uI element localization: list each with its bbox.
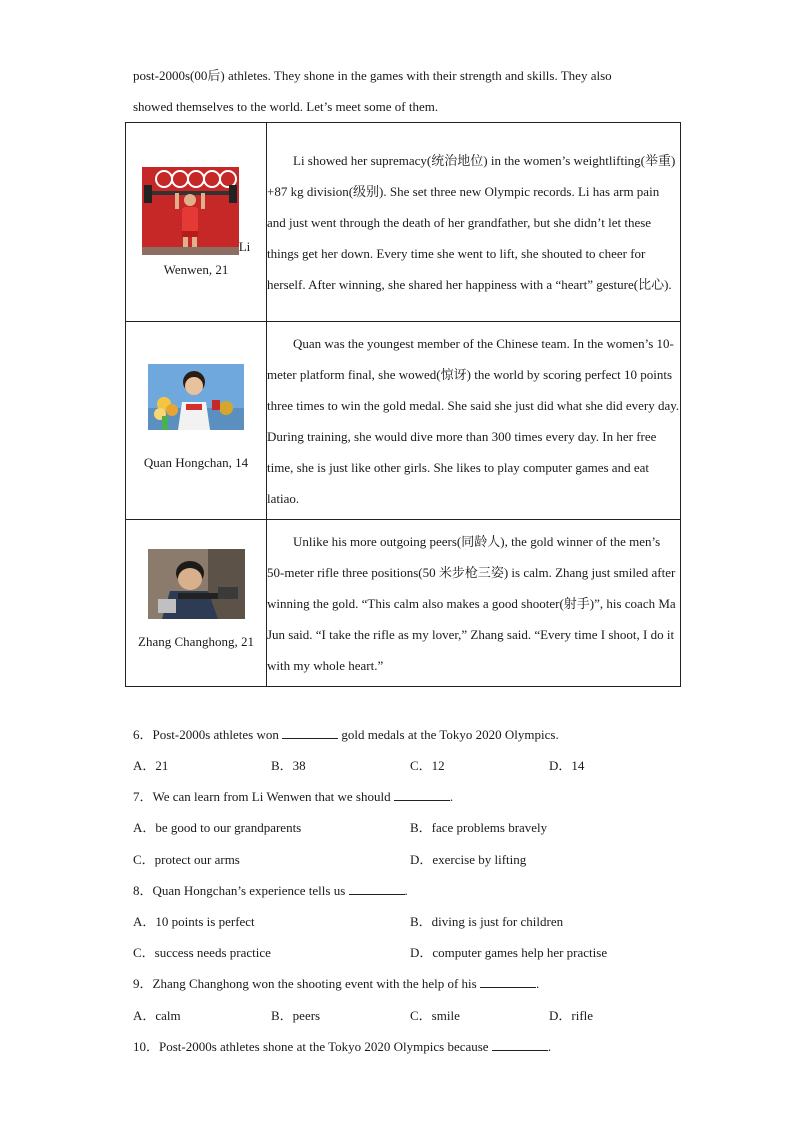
intro-line-2: showed themselves to the world. Let’s meet some of them.: [133, 99, 439, 114]
athlete-description: Quan was the youngest member of the Chinese team. In the women’s 10-meter platform final, she wowed(惊讶) the world by scoring perfect 10 points three times to win the gold medal. She said she just did what she did every day. During training, she would dive more than 300 times every day. In her free time, she is just like other girls. She likes to play computer games and eat latiao.: [267, 335, 680, 506]
athlete-caption-li-suffix: Li: [238, 239, 251, 254]
option-a[interactable]: A．be good to our grandparents: [133, 820, 302, 835]
athlete-photo-cell: [126, 322, 267, 520]
li-wenwen-photo: [142, 167, 239, 255]
athlete-description-cell: [267, 322, 681, 520]
question-8: [133, 882, 408, 900]
option-c[interactable]: C．12: [410, 758, 445, 773]
athlete-photo-cell: [126, 520, 267, 687]
question-7: [133, 788, 453, 806]
athlete-description-cell: [267, 520, 681, 687]
option-d[interactable]: D．14: [549, 758, 585, 773]
table-row: [126, 322, 681, 520]
question-text-end: .: [535, 976, 540, 991]
question-text: 9．Zhang Changhong won the shooting event with the help of his: [133, 976, 480, 991]
option-c[interactable]: C．protect our arms: [133, 852, 240, 867]
athlete-description: Li showed her supremacy(统治地位) in the women’s weightlifting(举重) +87 kg division(级别). She set three new Olympic records. Li has arm pain and just went through the death of her grandfather, but she didn’t let these things get her down. Every time she went to lift, she shouted to cheer for herself. After winning, she shared her happiness with a “heart” gesture(比心).: [267, 152, 676, 292]
question-text-end: .: [449, 789, 454, 804]
athlete-caption: Wenwen, 21: [163, 262, 229, 277]
athlete-description: Unlike his more outgoing peers(同龄人), the gold winner of the men’s 50-meter rifle three positions(50 米步枪三姿) is calm. Zhang just smiled after winning the gold. “This calm also makes a good shooter(射手)”, his coach Ma Jun said. “I take the rifle as my lover,” Zhang said. “Every time I shoot, I do it with my whole heart.”: [267, 533, 676, 673]
question-text-end: gold medals at the Tokyo 2020 Olympics.: [338, 727, 559, 742]
option-d[interactable]: D．rifle: [549, 1008, 594, 1023]
intro-line-1: post-2000s(00后) athletes. They shone in the games with their strength and skills. They also: [133, 68, 612, 83]
zhang-changhong-photo: [148, 549, 245, 619]
answer-blank: [480, 975, 536, 988]
option-b[interactable]: B．face problems bravely: [410, 820, 548, 835]
quan-hongchan-photo: [148, 364, 244, 430]
answer-blank: [349, 882, 405, 895]
option-d[interactable]: D．computer games help her practise: [410, 945, 608, 960]
table-row: [126, 520, 681, 687]
option-c[interactable]: C．success needs practice: [133, 945, 271, 960]
option-d[interactable]: D．exercise by lifting: [410, 852, 527, 867]
athlete-caption: Quan Hongchan, 14: [143, 454, 249, 470]
answer-blank: [492, 1038, 548, 1051]
question-text-end: .: [547, 1039, 552, 1054]
option-a[interactable]: A．21: [133, 758, 169, 773]
question-10: [133, 1038, 551, 1056]
answer-blank: [394, 788, 450, 801]
question-9: [133, 975, 539, 993]
athlete-photo-cell: [126, 123, 267, 322]
answer-blank: [282, 726, 338, 739]
question-6: [133, 726, 559, 744]
athlete-caption: Zhang Changhong, 21: [138, 634, 254, 649]
option-a[interactable]: A．calm: [133, 1008, 181, 1023]
athlete-description-cell: [267, 123, 681, 322]
option-b[interactable]: B．peers: [271, 1008, 321, 1023]
question-text: 8．Quan Hongchan’s experience tells us: [133, 883, 349, 898]
option-c[interactable]: C．smile: [410, 1008, 460, 1023]
table-row: [126, 123, 681, 322]
option-b[interactable]: B．diving is just for children: [410, 914, 564, 929]
option-b[interactable]: B．38: [271, 758, 306, 773]
athletes-table: [125, 122, 681, 687]
question-text: 6．Post-2000s athletes won: [133, 727, 283, 742]
question-text-end: .: [404, 883, 408, 898]
question-text: 10．Post-2000s athletes shone at the Tokyo 2020 Olympics because: [133, 1039, 492, 1054]
option-a[interactable]: A．10 points is perfect: [133, 914, 255, 929]
question-text: 7．We can learn from Li Wenwen that we should: [133, 789, 394, 804]
